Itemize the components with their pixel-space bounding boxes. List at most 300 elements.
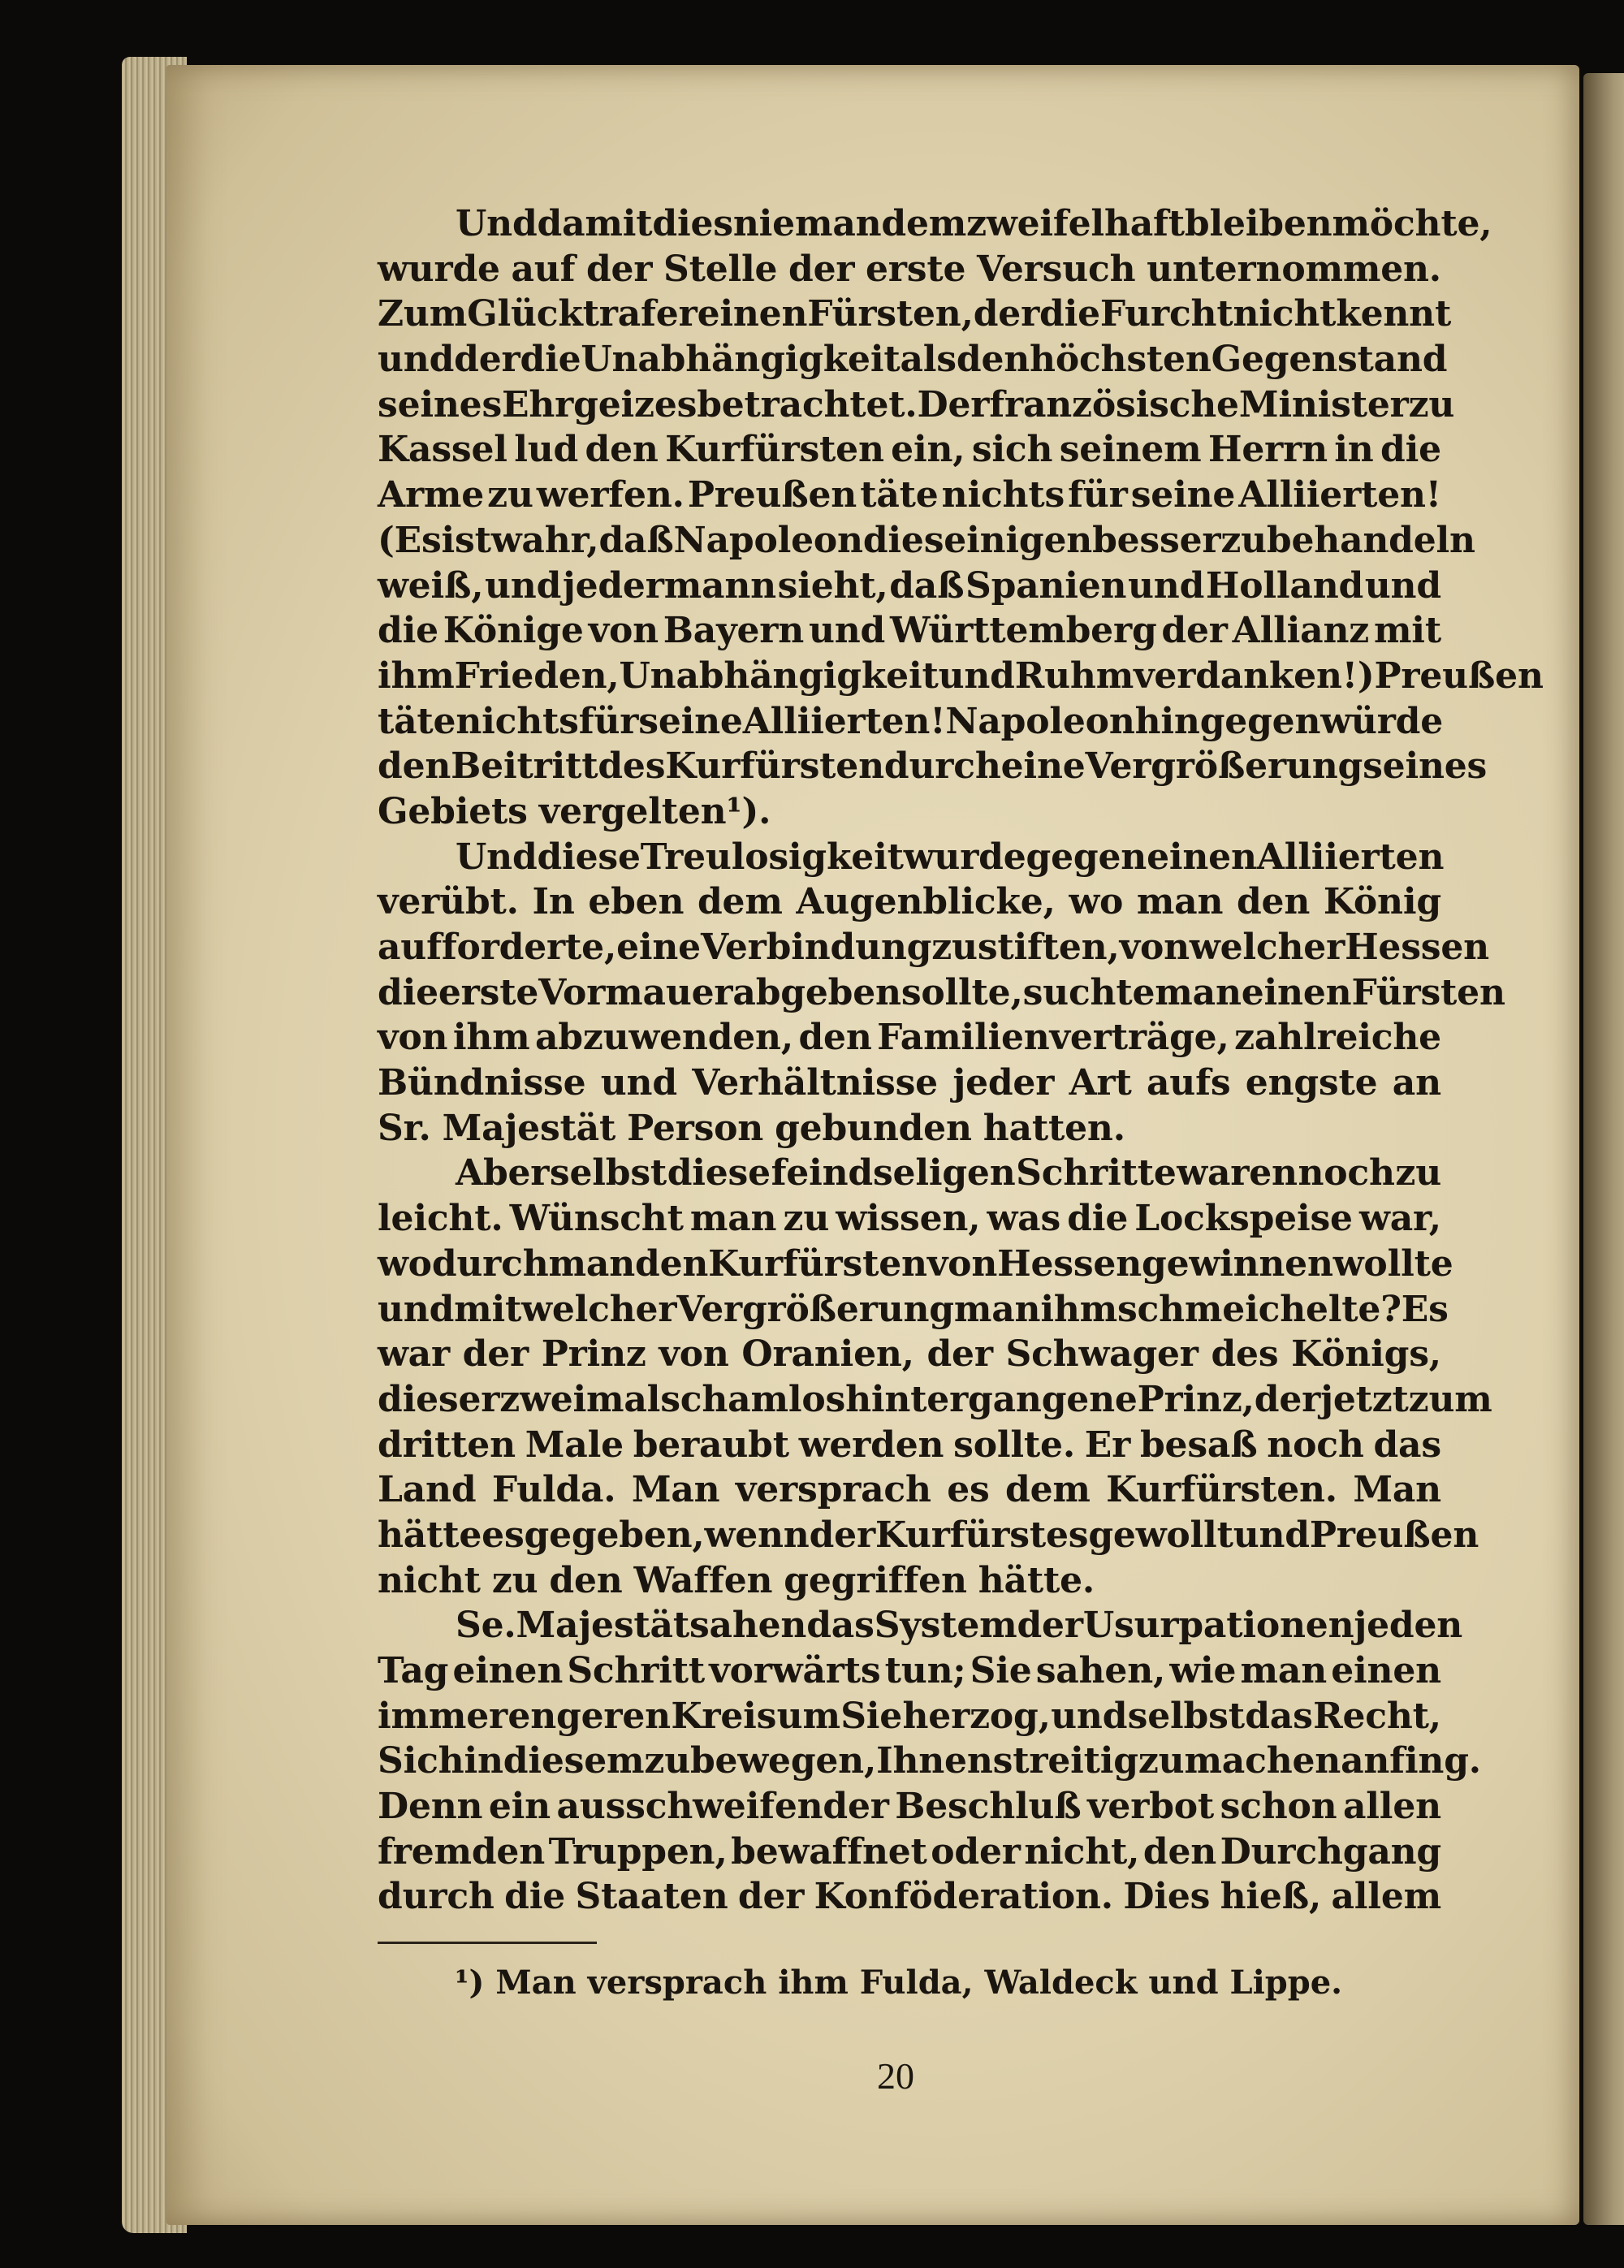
word: zu: [1138, 1740, 1185, 1782]
word: es: [482, 1514, 525, 1556]
word: nichts: [941, 474, 1065, 516]
text-line: [378, 564, 1441, 609]
word: zahlreiche: [1234, 1017, 1441, 1059]
word: war: [378, 1333, 450, 1376]
word: Kurfürsten.: [1106, 1469, 1337, 1511]
word: In: [532, 881, 575, 923]
facing-page-edge: [1583, 73, 1624, 2225]
word: der: [809, 1514, 875, 1556]
word: ist: [441, 519, 491, 561]
word: Lockspeise: [1134, 1198, 1353, 1240]
word: Kreis: [671, 1695, 777, 1737]
word: Gebiets: [378, 790, 528, 832]
word: die: [378, 610, 438, 652]
word: gewinnen: [1142, 1242, 1333, 1285]
word: fremden: [378, 1830, 546, 1873]
word: ihm: [452, 1017, 530, 1059]
word: höchsten: [1030, 339, 1212, 381]
word: für: [578, 700, 639, 742]
word: allem: [1331, 1876, 1441, 1918]
word: zu: [931, 927, 978, 968]
text-line: [378, 1694, 1441, 1739]
text-line: [378, 518, 1475, 564]
word: welcher: [521, 1288, 677, 1330]
word: waren: [1177, 1152, 1298, 1194]
word: sieht,: [777, 564, 888, 607]
word: Furcht: [1099, 293, 1233, 335]
word: zu: [491, 1559, 538, 1601]
word: und: [1128, 564, 1205, 607]
word: wodurch: [378, 1242, 549, 1285]
word: Ihnen: [876, 1740, 993, 1782]
word: verbot: [1087, 1786, 1215, 1828]
word: Schritt: [567, 1650, 706, 1691]
word: feindseligen: [771, 1152, 1016, 1194]
word: und: [378, 339, 455, 381]
word: gegriffen: [784, 1559, 967, 1601]
word: jeden: [1354, 1605, 1463, 1647]
word: Er: [1084, 1423, 1131, 1466]
word: Alliierten!: [1238, 474, 1441, 516]
word: Arme: [378, 474, 485, 516]
word: das: [1245, 1695, 1313, 1737]
word: Frieden,: [454, 654, 620, 697]
word: sahen,: [1035, 1650, 1166, 1691]
word: engste: [1245, 1062, 1378, 1104]
word: vorwärts: [709, 1650, 881, 1691]
word: es: [947, 1469, 990, 1511]
word: Recht,: [1313, 1695, 1441, 1737]
word: verübt.: [378, 881, 519, 923]
word: der: [1017, 1605, 1083, 1647]
word: Könige: [443, 610, 584, 652]
word: gegeben,: [524, 1514, 705, 1556]
word: Waffen: [633, 1559, 773, 1601]
word: Prinz,: [1137, 1378, 1255, 1420]
word: Durchgang: [1220, 1830, 1441, 1873]
word: hatten.: [983, 1107, 1125, 1149]
text-line: [378, 1196, 1441, 1242]
text-line: [378, 608, 1441, 654]
word: schamlos: [660, 1378, 846, 1420]
word: Herrn: [1207, 429, 1328, 471]
text-line: [378, 789, 1441, 835]
word: Bündnisse: [378, 1062, 586, 1104]
word: hätte: [378, 1514, 482, 1556]
word: der: [973, 293, 1040, 335]
word: Und: [456, 836, 538, 878]
body-text: [378, 201, 1544, 1920]
text-line: [378, 1377, 1492, 1423]
word: die: [504, 1876, 566, 1918]
word: wo: [1069, 881, 1124, 923]
word: einen: [1241, 971, 1352, 1013]
word: nicht: [378, 1559, 481, 1601]
word: dieser: [378, 1378, 500, 1420]
word: die: [862, 519, 924, 561]
text-line: [378, 1287, 1449, 1333]
word: gewollt: [1088, 1514, 1233, 1556]
word: Fürsten: [1351, 971, 1505, 1013]
word: seine: [1130, 474, 1236, 516]
word: und: [378, 1288, 455, 1330]
word: man: [1240, 1650, 1328, 1691]
word: Und: [456, 203, 538, 244]
word: Kurfürst: [875, 1514, 1046, 1556]
word: den: [585, 429, 659, 471]
word: sahen: [689, 1605, 807, 1647]
text-line: [378, 654, 1544, 699]
word: als: [900, 339, 957, 381]
word: Fürsten,: [807, 293, 974, 335]
word: Beitritt: [451, 745, 598, 788]
word: Versuch: [976, 248, 1136, 290]
word: in: [1334, 429, 1374, 471]
word: Fulda.: [491, 1469, 616, 1511]
word: eben: [588, 881, 685, 923]
word: seine: [638, 700, 743, 742]
text-line: [378, 1603, 1463, 1648]
word: leicht.: [378, 1198, 503, 1240]
word: Male: [525, 1423, 624, 1466]
word: Art: [1069, 1062, 1132, 1104]
word: was: [987, 1198, 1061, 1240]
word: den: [378, 745, 451, 788]
text-line: [378, 1332, 1441, 1377]
word: Land: [378, 1469, 477, 1511]
word: wie: [1169, 1650, 1237, 1691]
word: hätte.: [978, 1559, 1095, 1601]
word: Glück: [467, 293, 583, 335]
word: Denn: [378, 1786, 483, 1828]
word: Unabhängigkeit: [619, 654, 939, 697]
word: hingegen: [1134, 700, 1321, 742]
word: Man: [631, 1469, 720, 1511]
word: der: [737, 1876, 805, 1918]
word: das: [806, 1605, 875, 1647]
word: den: [956, 339, 1030, 381]
word: daß: [889, 564, 965, 607]
word: mit: [1373, 610, 1441, 652]
text-line: [378, 247, 1441, 292]
text-line: [378, 925, 1489, 970]
word: besaß: [1139, 1423, 1258, 1466]
word: Wünscht: [509, 1198, 684, 1240]
word: Alliierten!: [742, 700, 946, 742]
word: dritten: [378, 1423, 516, 1466]
word: jedermann: [562, 564, 776, 607]
word: und: [1364, 564, 1441, 607]
word: er: [655, 293, 698, 335]
word: allen: [1342, 1786, 1441, 1828]
word: Gegenstand: [1211, 339, 1448, 381]
word: oder: [931, 1830, 1021, 1873]
word: schon: [1220, 1786, 1337, 1828]
word: Der: [917, 383, 990, 426]
text-line: [378, 1830, 1441, 1875]
word: man: [953, 1288, 1041, 1330]
word: man: [1155, 971, 1242, 1013]
word: gebunden: [775, 1107, 972, 1149]
word: Verhältnisse: [692, 1062, 938, 1104]
word: den: [798, 1017, 872, 1059]
word: mit: [454, 1288, 522, 1330]
word: behandeln: [1266, 519, 1475, 561]
word: tun;: [884, 1650, 966, 1691]
text-line: [378, 201, 1492, 247]
word: und: [1051, 1695, 1128, 1737]
word: um: [776, 1695, 840, 1737]
word: Vormauer: [538, 971, 733, 1013]
word: Allianz: [1232, 610, 1370, 652]
word: der: [462, 1333, 529, 1376]
word: eine: [1000, 745, 1086, 788]
footnote-marker: ¹): [455, 1963, 485, 2002]
word: Preußen: [1374, 654, 1544, 697]
word: einen: [452, 1650, 564, 1691]
text-line: [378, 1467, 1441, 1513]
word: vergelten¹).: [538, 790, 771, 832]
text-line: [378, 1242, 1453, 1287]
word: werfen.: [536, 474, 685, 516]
word: möchte,: [1332, 203, 1492, 244]
word: werden: [798, 1423, 944, 1466]
text-line: [378, 337, 1448, 382]
text-line: [378, 1784, 1441, 1830]
word: wenn: [704, 1514, 810, 1556]
word: sich: [971, 429, 1053, 471]
word: zu: [1220, 519, 1267, 561]
word: streitig: [992, 1740, 1138, 1782]
word: und: [808, 610, 886, 652]
word: System: [874, 1605, 1017, 1647]
word: betrachtet.: [697, 383, 918, 426]
footnote-separator: [378, 1942, 597, 1944]
word: Kurfürsten: [665, 745, 884, 788]
text-line: [378, 382, 1455, 428]
word: stiften,: [977, 927, 1120, 968]
word: ausschweifender: [556, 1786, 889, 1828]
word: niemandem: [732, 203, 967, 244]
word: von: [378, 1017, 448, 1059]
word: nicht: [1233, 293, 1337, 335]
word: Stelle: [663, 248, 778, 290]
text-line: [378, 970, 1505, 1016]
word: Holland: [1205, 564, 1364, 607]
word: Beschluß: [895, 1786, 1082, 1828]
word: man: [548, 1242, 636, 1285]
word: ihm: [1040, 1288, 1117, 1330]
word: das: [1373, 1423, 1441, 1466]
word: noch: [1298, 1152, 1395, 1194]
word: suchte: [1022, 971, 1155, 1013]
word: welcher: [1189, 927, 1345, 968]
word: jetzt: [1320, 1378, 1409, 1420]
word: Napoleon: [945, 700, 1135, 742]
word: abgeben: [732, 971, 901, 1013]
word: durch: [378, 1876, 495, 1918]
word: Kurfürsten: [665, 429, 884, 471]
word: hintergangene: [845, 1378, 1138, 1420]
word: man: [689, 1198, 777, 1240]
word: zu: [1408, 383, 1455, 426]
word: für: [1068, 474, 1128, 516]
text-line: [378, 427, 1441, 473]
word: König: [1323, 881, 1441, 923]
word: Vergrößerung: [1085, 745, 1363, 788]
word: versprach: [735, 1469, 931, 1511]
word: Sie: [970, 1650, 1032, 1691]
word: weiß,: [378, 564, 484, 607]
word: französische: [989, 383, 1239, 426]
word: und: [485, 564, 562, 607]
word: auf: [511, 248, 576, 290]
word: unternommen.: [1147, 248, 1441, 290]
word: täte: [378, 700, 456, 742]
word: immer: [378, 1695, 508, 1737]
word: Hessen: [1345, 927, 1489, 968]
word: in: [464, 1740, 503, 1782]
text-line: [378, 1015, 1441, 1061]
text-line: [378, 699, 1444, 745]
word: des: [598, 745, 666, 788]
word: der: [788, 248, 855, 290]
word: der: [926, 1333, 993, 1376]
word: daß: [598, 519, 674, 561]
word: einen: [697, 293, 808, 335]
word: engeren: [508, 1695, 671, 1737]
word: bewaffnet: [731, 1830, 927, 1873]
text-line: [378, 1648, 1441, 1694]
word: Alliierten: [1256, 836, 1445, 878]
word: Bayern: [663, 610, 805, 652]
word: war,: [1359, 1198, 1441, 1240]
word: Man: [1353, 1469, 1441, 1511]
word: Ehrgeizes: [502, 383, 698, 426]
word: ein: [488, 1786, 551, 1828]
word: von: [588, 610, 659, 652]
text-line: [378, 1874, 1441, 1920]
word: dem: [697, 881, 783, 923]
word: selbst: [1127, 1695, 1245, 1737]
word: schmeichelte?: [1116, 1288, 1402, 1330]
word: nicht,: [1024, 1830, 1140, 1873]
word: aufs: [1147, 1062, 1231, 1104]
word: der: [454, 339, 520, 381]
word: Ruhm: [1014, 654, 1134, 697]
word: Person: [627, 1107, 764, 1149]
text-line: [378, 1558, 1441, 1604]
word: täte: [860, 474, 939, 516]
word: Unabhängigkeit: [581, 339, 901, 381]
word: der: [585, 248, 653, 290]
word: nichts: [456, 700, 579, 742]
word: bleiben: [1184, 203, 1332, 244]
word: zweifelhaft: [966, 203, 1185, 244]
word: ihm: [378, 654, 455, 697]
word: aufforderte,: [378, 927, 617, 968]
word: die: [1039, 293, 1100, 335]
text-line: [378, 1106, 1441, 1151]
word: wahr,: [490, 519, 599, 561]
footnote: [455, 1963, 1342, 2002]
word: Prinz: [541, 1333, 646, 1376]
text-line: [378, 1513, 1479, 1558]
word: Napoleon: [673, 519, 863, 561]
word: Verbindung: [700, 927, 932, 968]
word: (Es: [378, 519, 442, 561]
word: und: [1233, 1514, 1310, 1556]
word: jeder: [952, 1062, 1055, 1104]
word: zu: [487, 474, 533, 516]
word: bewegen,: [689, 1740, 877, 1782]
text-line: [378, 879, 1441, 925]
word: Württemberg: [890, 610, 1157, 652]
word: damit: [537, 203, 653, 244]
word: des: [1211, 1333, 1279, 1376]
word: es: [1045, 1514, 1089, 1556]
text-line: [378, 1151, 1441, 1196]
word: Aber: [456, 1152, 550, 1194]
text-line: [378, 1739, 1481, 1784]
word: seinigen: [923, 519, 1093, 561]
word: wurde: [378, 248, 500, 290]
word: seinem: [1059, 429, 1202, 471]
word: Es: [1401, 1288, 1449, 1330]
word: von: [1119, 927, 1190, 968]
word: Oranien,: [741, 1333, 914, 1376]
word: kennt: [1336, 293, 1452, 335]
text-line: [378, 1423, 1441, 1468]
word: Staaten: [575, 1876, 728, 1918]
word: diese: [667, 1152, 771, 1194]
word: Usurpationen: [1082, 1605, 1354, 1647]
word: Se.: [456, 1605, 516, 1647]
word: man: [1136, 881, 1224, 923]
word: Tag: [378, 1650, 449, 1691]
word: noch: [1267, 1423, 1364, 1466]
word: Majestät: [516, 1605, 689, 1647]
word: Vergrößerung: [676, 1288, 954, 1330]
text-line: [378, 835, 1445, 880]
word: einen: [1147, 836, 1257, 878]
word: gegen: [1026, 836, 1147, 878]
word: beraubt: [633, 1423, 789, 1466]
word: zum: [1408, 1378, 1492, 1420]
word: Augenblicke,: [796, 881, 1056, 923]
word: dies: [652, 203, 733, 244]
word: und: [600, 1062, 677, 1104]
word: den: [1236, 881, 1311, 923]
word: diese: [537, 836, 641, 878]
word: die: [520, 339, 581, 381]
word: wurde: [903, 836, 1026, 878]
word: den: [549, 1559, 623, 1601]
word: Truppen,: [548, 1830, 728, 1873]
word: die: [1067, 1198, 1129, 1240]
word: und: [938, 654, 1015, 697]
word: Zum: [378, 293, 468, 335]
word: Sich: [378, 1740, 464, 1782]
word: Kassel: [378, 429, 508, 471]
word: anfing.: [1341, 1740, 1481, 1782]
word: die: [1380, 429, 1441, 471]
text-line: [378, 292, 1452, 337]
word: ein,: [891, 429, 965, 471]
word: wissen,: [836, 1198, 981, 1240]
word: Königs,: [1291, 1333, 1441, 1376]
word: seines: [1363, 745, 1488, 788]
